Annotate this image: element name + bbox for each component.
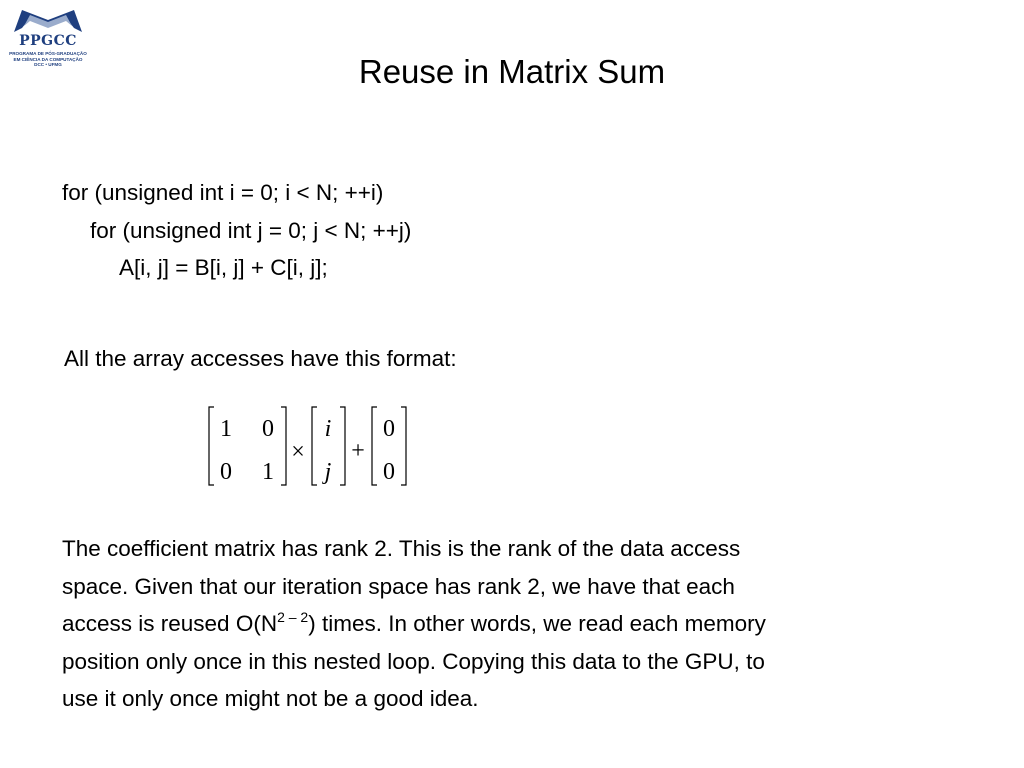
exponent: 2 – 2 — [277, 609, 309, 625]
logo-subtitle-line3: DCC • UFMG — [34, 62, 62, 67]
logo-subtitle-line2: EM CIÊNCIA DA COMPUTAÇÃO — [13, 56, 83, 62]
logo-name: PPGCC — [19, 33, 77, 49]
logo-subtitle-line1: PROGRAMA DE PÓS-GRADUAÇÃO — [9, 51, 87, 56]
code-line-inner-loop: for (unsigned int j = 0; j < N; ++j) — [90, 217, 412, 243]
coef-a22: 1 — [262, 459, 274, 485]
paragraph-line2: space. Given that our iteration space has rank 2, we have that each — [62, 573, 735, 599]
offset-right-bracket — [401, 407, 406, 485]
paragraph-line4: position only once in this nested loop. Copying this data to the GPU, to — [62, 648, 765, 674]
paragraph-line5: use it only once might not be a good idea. — [62, 686, 479, 711]
vector-j: j — [324, 459, 332, 485]
vector-i: i — [324, 416, 332, 442]
offset-1: 0 — [383, 416, 395, 442]
ppgcc-roof-logo-icon — [12, 6, 84, 34]
offset-2: 0 — [383, 459, 395, 485]
access-format-equation — [200, 400, 420, 492]
explanation-paragraph — [62, 530, 982, 718]
paragraph-line1: The coefficient matrix has rank 2. This is the rank of the data access — [62, 536, 741, 561]
code-line-outer-loop: for (unsigned int i = 0; i < N; ++i) — [62, 180, 384, 205]
slide-title: Reuse in Matrix Sum — [358, 53, 666, 90]
paragraph-line3-pre: access is reused O(N — [62, 611, 278, 636]
paragraph-line3-post: ) times. In other words, we read each memory — [308, 611, 766, 636]
times-sign: × — [291, 439, 305, 465]
coef-a12: 0 — [262, 416, 274, 442]
offset-left-bracket — [372, 407, 377, 485]
code-block — [62, 174, 411, 287]
coef-left-bracket — [209, 407, 214, 485]
coef-right-bracket — [281, 407, 286, 485]
vector-left-bracket — [312, 407, 317, 485]
vector-right-bracket — [340, 407, 345, 485]
format-description: All the array accesses have this format: — [64, 346, 457, 371]
coef-a11: 1 — [220, 416, 232, 442]
plus-sign: + — [351, 438, 365, 464]
paragraph-line3 — [62, 605, 982, 643]
code-line-statement: A[i, j] = B[i, j] + C[i, j]; — [119, 255, 328, 280]
coef-a21: 0 — [220, 459, 232, 485]
